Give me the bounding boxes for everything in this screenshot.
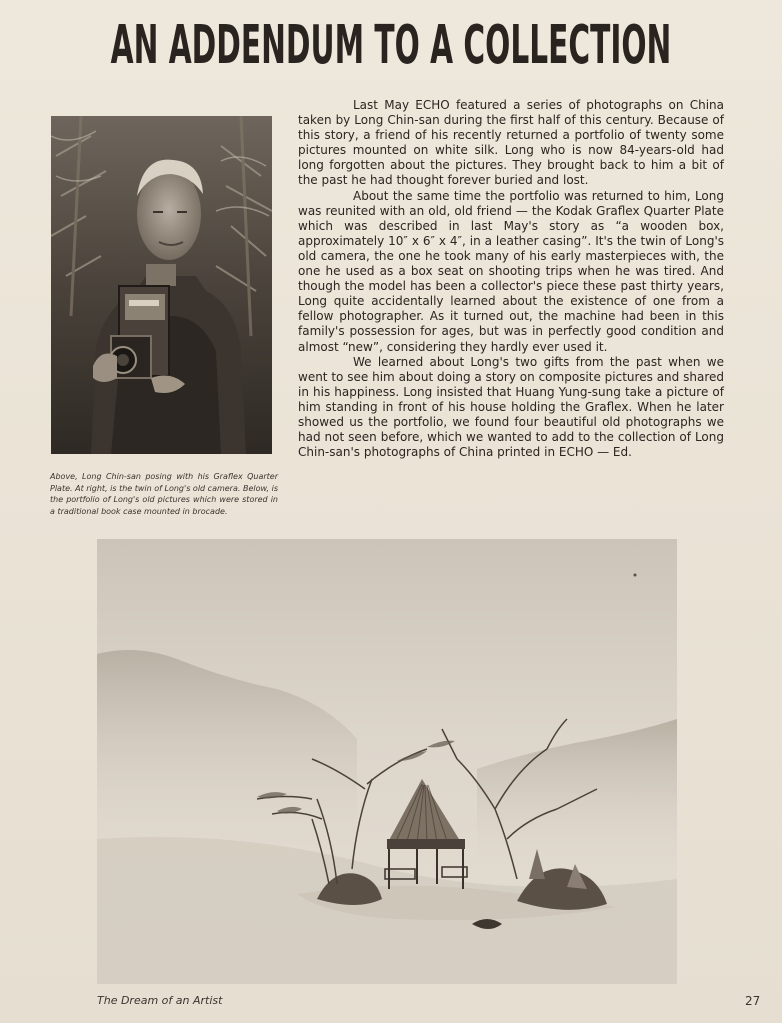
- article-body: [298, 98, 724, 460]
- article-title: AN ADDENDUM TO A COLLECTION: [110, 14, 672, 76]
- landscape-photo: [97, 539, 677, 984]
- paragraph-1: Last May ECHO featured a series of photographs on China taken by Long Chin-san during the first half of this century. Because of this story, a friend of his recently returned a portfolio of twenty some pictures mounted on white silk. Long who is now 84-years-old had long forgotten about the pictures. They brought back to him a bit of the past he had thought forever buried and lost.: [298, 98, 724, 188]
- paragraph-2: About the same time the portfolio was returned to him, Long was reunited with an old, old friend — the Kodak Graflex Quarter Plate which was described in last May's story as “a wooden box, approximately 10″ x 6″ x 4″, in a leather casing”. It's the twin of Long's old camera, the one he took many of his early masterpieces with, the one he used as a box seat on shooting trips when he was tired. And though the model has been a collector's piece these past thirty years, Long quite accidentally learned about the existence of one from a fellow photographer. As it turned out, the machine had been in this family's possession for ages, but was in perfectly good condition and almost “new”, considering they hardly ever used it.: [298, 188, 724, 354]
- page-number: 27: [745, 994, 761, 1008]
- paragraph-3: We learned about Long's two gifts from the past when we went to see him about doing a story on composite pictures and shared in his happiness. Long insisted that Huang Yung-sung take a picture of him standing in front of his house holding the Graflex. When he later showed us the portfolio, we found four beautiful old photographs we had not seen before, which we wanted to add to the collection of Long Chin-san's photographs of China printed in ECHO — Ed.: [298, 354, 724, 460]
- photo-caption: Above, Long Chin-san posing with his Graflex Quarter Plate. At right, is the twin of Long's old camera. Below, is the portfolio of Long's old pictures which were stored in a traditional book case mounted in brocade.: [50, 472, 278, 516]
- portrait-photo: [51, 116, 272, 454]
- photo-title: The Dream of an Artist: [97, 994, 223, 1007]
